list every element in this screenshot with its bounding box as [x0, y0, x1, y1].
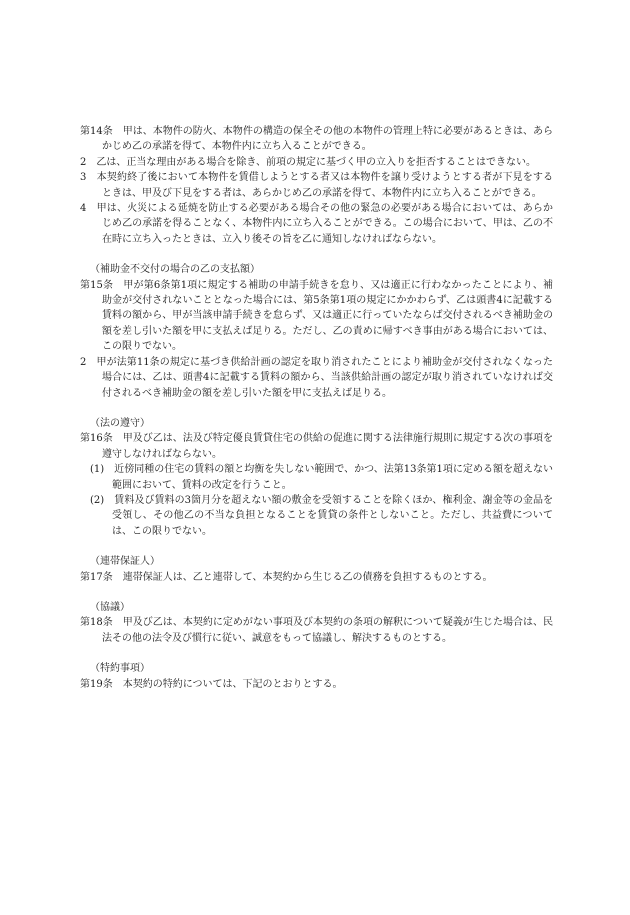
- article-14: 第14条 甲は、本物件の防火、本物件の構造の保全その他の本物件の管理上特に必要があるときは、あらかじめ乙の承諾を得て、本物件内に立ち入ることができる。: [80, 126, 553, 153]
- article-16-item-2: (2) 賃料及び賃料の3箇月分を超えない額の敷金を受領することを除くほか、権利金、謝金等の金品を受領し、その他乙の不当な負担となることを賃貸の条件としないこと。ただし、共益費については、この限りでない。: [90, 494, 553, 537]
- article-15: 第15条 甲が第6条第1項に規定する補助の申請手続きを怠り、又は適正に行わなかったことにより、補助金が交付されないこととなった場合には、第5条第1項の規定にかかわらず、乙は頭書4に記載する賃料の額から、甲が当該申請手続きを怠らず、又は適正に行っていたならば交付されるべき補助金の額を差し引いた額を甲に支払えば足りる。ただし、乙の責めに帰すべき事由がある場合においては、この限りでない。: [80, 279, 553, 353]
- section-article-15: [80, 262, 553, 401]
- article-16-item-1: (1) 近傍同種の住宅の賃料の額と均衡を失しない範囲で、かつ、法第13条第1項に定める額を超えない範囲において、賃料の改定を行うこと。: [90, 464, 553, 491]
- article-14-paragraph-4: 4 甲は、火災による延焼を防止する必要がある場合その他の緊急の必要がある場合においては、あらかじめ乙の承諾を得ることなく、本物件内に立ち入ることができる。この場合において、甲は、乙の不在時に立ち入ったときは、立入り後その旨を乙に通知しなければならない。: [80, 203, 553, 245]
- article-17-heading: （連帯保証人）: [90, 556, 160, 568]
- article-16-heading: （法の遵守）: [90, 417, 150, 429]
- article-15-paragraph-2: 2 甲が法第11条の規定に基づき供給計画の認定を取り消されたことにより補助金が交付されなくなった場合には、乙は、頭書4に記載する賃料の額から、当該供給計画の認定が取り消されていなければ交付されるべき補助金の額を差し引いた額を甲に支払えば足りる。: [80, 356, 553, 399]
- section-article-19: [80, 661, 553, 692]
- article-19-heading: （特約事項）: [90, 663, 150, 675]
- article-14-paragraph-2: 2 乙は、正当な理由がある場合を除き、前項の規定に基づく甲の立入りを拒否することはできない。: [80, 156, 536, 168]
- article-15-heading: （補助金不交付の場合の乙の支払額）: [90, 264, 260, 276]
- section-article-14: [80, 124, 553, 247]
- article-16: 第16条 甲及び乙は、法及び特定優良賃貸住宅の供給の促進に関する法律施行規則に規定する次の事項を遵守しなければならない。: [80, 433, 553, 460]
- section-article-18: [80, 600, 553, 646]
- article-19: 第19条 本契約の特約については、下記のとおりとする。: [80, 678, 343, 690]
- article-17: 第17条 連帯保証人は、乙と連帯して、本契約から生じる乙の債務を負担するものとする。: [80, 571, 493, 583]
- contract-body: [80, 124, 553, 692]
- section-article-16: [80, 416, 553, 539]
- article-14-paragraph-3: 3 本契約終了後において本物件を賃借しようとする者又は本物件を譲り受けようとする者が下見をするときは、甲及び下見をする者は、あらかじめ乙の承諾を得て、本物件内に立ち入ることができる。: [80, 172, 553, 199]
- article-18: 第18条 甲及び乙は、本契約に定めがない事項及び本契約の条項の解釈について疑義が生じた場合は、民法その他の法令及び慣行に従い、誠意をもって協議し、解決するものとする。: [80, 617, 553, 644]
- article-18-heading: （協議）: [90, 601, 130, 613]
- section-article-17: [80, 554, 553, 585]
